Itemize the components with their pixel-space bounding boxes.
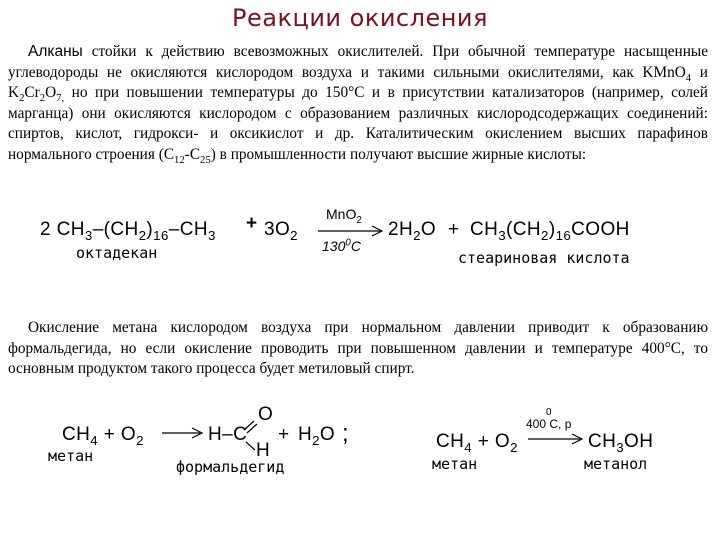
eq2-arrow-icon xyxy=(160,426,206,440)
eq1-reactant-octadecane: 2 $CH_3-(CH_2)_{16}-CH_3$ xyxy=(40,219,216,243)
text-run: Cr xyxy=(24,84,40,102)
subscript: 2 xyxy=(19,92,25,105)
eq2-oxygen-atom: O xyxy=(258,404,274,425)
text-run: стойки к действию всевозможных окислителей. При обычной температуре насыщенные углеводороды не окисляются кислородом воздуха и такими сильными окислителями, как KMnO xyxy=(8,43,708,81)
subscript: 12 xyxy=(174,154,185,167)
subscript: 2 xyxy=(39,92,46,105)
eq2-reactants: $CH_4 + O_2$ xyxy=(62,424,144,448)
lead-word: Алканы xyxy=(28,43,83,60)
eq3-conditions: 400 C, p xyxy=(526,417,572,431)
eq1-catalyst: MnO$_2$ xyxy=(326,206,362,226)
eq1-arrow-icon xyxy=(316,224,386,238)
eq2-plus: + xyxy=(278,424,290,445)
eq2-water: $H_2O$ xyxy=(298,424,336,448)
eq3-label-methane: метан xyxy=(432,455,478,473)
subscript: 25 xyxy=(200,154,211,167)
eq3-label-methanol: метанол xyxy=(584,455,648,473)
eq1-product-stearic-acid: $CH_3(CH_2)_{16}COOH$ xyxy=(470,219,630,243)
eq1-product-water: $2H_2O$ xyxy=(388,219,437,243)
eq2-label-formaldehyde: формальдегид xyxy=(176,458,285,476)
paragraph-methane: Окисление метана кислородом воздуха при нормальном давлении приводит к образованию формальдегида, но если окисление проводить при повышенном давлении и температуре 400°C, то основным продуктом такого процесса будет метиловый спирт. xyxy=(8,319,708,378)
eq3-degree: 0 xyxy=(546,407,552,418)
text-run: -C xyxy=(184,145,201,163)
eq1-label-stearic-acid: стеариновая кислота xyxy=(458,249,630,267)
text-run: O xyxy=(45,84,57,102)
slide-title: Реакции окисления xyxy=(232,4,488,32)
eq2-label-methane: метан xyxy=(48,447,94,465)
eq3-arrow-icon xyxy=(526,432,586,446)
eq1-plus: + xyxy=(246,213,258,234)
subscript: 4 xyxy=(685,71,692,84)
eq1-oxygen: $3O_2$ xyxy=(264,219,298,243)
eq2-semicolon: ; xyxy=(342,420,350,447)
eq3-methanol: $CH_3OH$ xyxy=(588,431,654,455)
eq2-formaldehyde-hc: H–C xyxy=(208,424,248,445)
paragraph-alkanes xyxy=(8,42,708,166)
subscript: 7, xyxy=(56,92,65,105)
eq1-label-octadecane: октадекан xyxy=(76,244,158,262)
eq1-temperature: $130^0C$ xyxy=(322,237,361,254)
text-run: и K xyxy=(8,63,708,102)
eq1-plus2: + xyxy=(448,219,460,240)
text-run: ) в промышленности получают высшие жирные кислоты: xyxy=(210,145,587,163)
eq2-hydrogen-atom: H xyxy=(256,440,271,461)
text-run: но при повышении температуры до 150°C и в присутствии катализаторов (например, солей марганца) они окисляются кислородом с образованием различных кислородсодержащих соединений: спиртов, кислот, гидрокси- и оксикислот и др. Каталитическим окислением высших парафинов нормального строения (C xyxy=(8,84,708,163)
eq3-reactants: $CH_4 + O_2$ xyxy=(436,431,518,455)
